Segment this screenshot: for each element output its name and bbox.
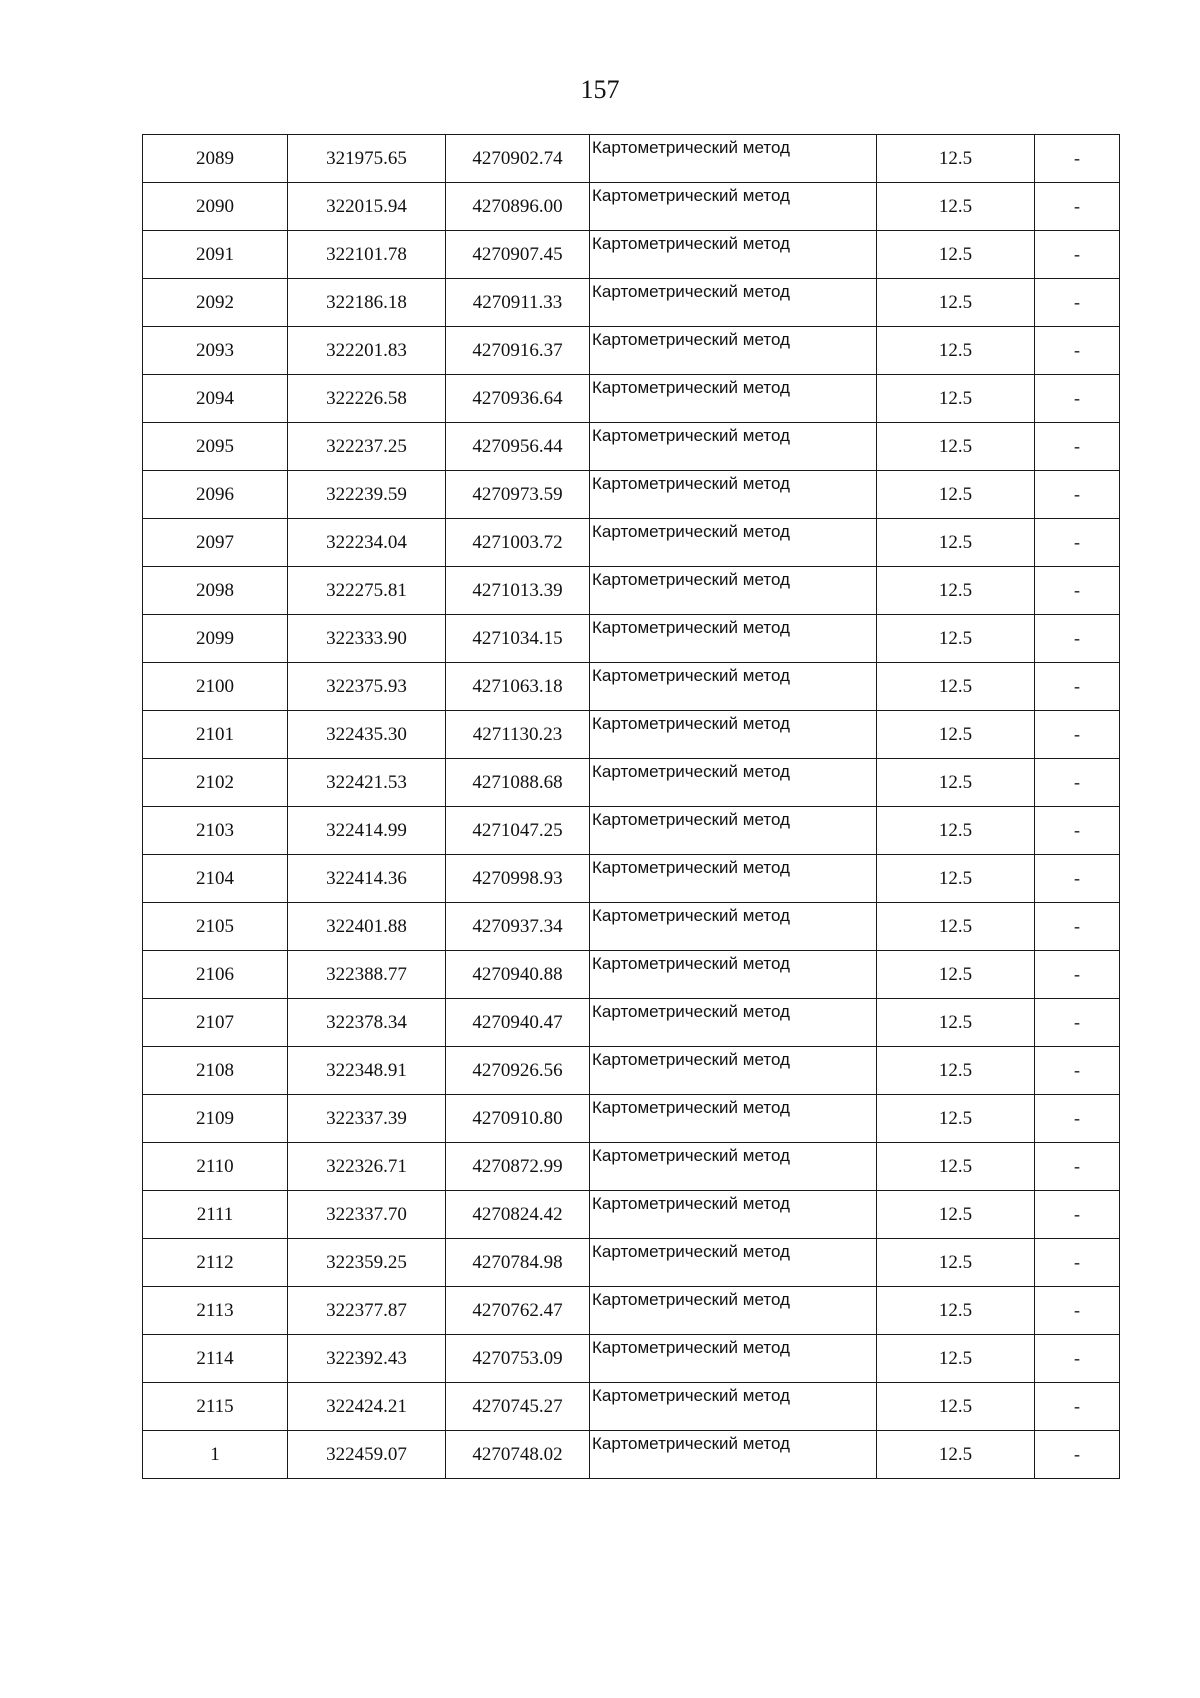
table-row <box>143 1143 1120 1191</box>
precision-cell: 12.5 <box>877 135 1035 183</box>
x-coordinate-cell: 322421.53 <box>288 759 446 807</box>
y-coordinate-cell: 4270911.33 <box>446 279 590 327</box>
x-coordinate-cell: 322414.99 <box>288 807 446 855</box>
method-cell: Картометрический метод <box>590 567 877 615</box>
note-cell: - <box>1035 903 1120 951</box>
point-number-cell: 2091 <box>143 231 288 279</box>
precision-cell: 12.5 <box>877 663 1035 711</box>
point-number-cell: 2093 <box>143 327 288 375</box>
y-coordinate-cell: 4270902.74 <box>446 135 590 183</box>
y-coordinate-cell: 4270973.59 <box>446 471 590 519</box>
point-number-cell: 2096 <box>143 471 288 519</box>
y-coordinate-cell: 4270784.98 <box>446 1239 590 1287</box>
y-coordinate-cell: 4270824.42 <box>446 1191 590 1239</box>
x-coordinate-cell: 322015.94 <box>288 183 446 231</box>
precision-cell: 12.5 <box>877 567 1035 615</box>
x-coordinate-cell: 322392.43 <box>288 1335 446 1383</box>
x-coordinate-cell: 322226.58 <box>288 375 446 423</box>
y-coordinate-cell: 4270753.09 <box>446 1335 590 1383</box>
method-cell: Картометрический метод <box>590 951 877 999</box>
table-row <box>143 903 1120 951</box>
y-coordinate-cell: 4270940.47 <box>446 999 590 1047</box>
x-coordinate-cell: 322435.30 <box>288 711 446 759</box>
y-coordinate-cell: 4270998.93 <box>446 855 590 903</box>
note-cell: - <box>1035 567 1120 615</box>
precision-cell: 12.5 <box>877 231 1035 279</box>
note-cell: - <box>1035 1191 1120 1239</box>
note-cell: - <box>1035 1287 1120 1335</box>
precision-cell: 12.5 <box>877 1287 1035 1335</box>
table-row <box>143 1335 1120 1383</box>
point-number-cell: 2099 <box>143 615 288 663</box>
precision-cell: 12.5 <box>877 1431 1035 1479</box>
point-number-cell: 1 <box>143 1431 288 1479</box>
y-coordinate-cell: 4271013.39 <box>446 567 590 615</box>
x-coordinate-cell: 322388.77 <box>288 951 446 999</box>
point-number-cell: 2098 <box>143 567 288 615</box>
y-coordinate-cell: 4270907.45 <box>446 231 590 279</box>
x-coordinate-cell: 322201.83 <box>288 327 446 375</box>
note-cell: - <box>1035 183 1120 231</box>
point-number-cell: 2100 <box>143 663 288 711</box>
table-row <box>143 807 1120 855</box>
precision-cell: 12.5 <box>877 1383 1035 1431</box>
x-coordinate-cell: 322378.34 <box>288 999 446 1047</box>
method-cell: Картометрический метод <box>590 423 877 471</box>
x-coordinate-cell: 322377.87 <box>288 1287 446 1335</box>
method-cell: Картометрический метод <box>590 183 877 231</box>
y-coordinate-cell: 4270916.37 <box>446 327 590 375</box>
table-row <box>143 423 1120 471</box>
method-cell: Картометрический метод <box>590 1239 877 1287</box>
note-cell: - <box>1035 471 1120 519</box>
precision-cell: 12.5 <box>877 855 1035 903</box>
table-row <box>143 999 1120 1047</box>
precision-cell: 12.5 <box>877 1143 1035 1191</box>
y-coordinate-cell: 4270956.44 <box>446 423 590 471</box>
precision-cell: 12.5 <box>877 999 1035 1047</box>
table-row <box>143 951 1120 999</box>
method-cell: Картометрический метод <box>590 855 877 903</box>
y-coordinate-cell: 4271130.23 <box>446 711 590 759</box>
y-coordinate-cell: 4270936.64 <box>446 375 590 423</box>
point-number-cell: 2103 <box>143 807 288 855</box>
note-cell: - <box>1035 951 1120 999</box>
method-cell: Картометрический метод <box>590 1287 877 1335</box>
method-cell: Картометрический метод <box>590 375 877 423</box>
y-coordinate-cell: 4270910.80 <box>446 1095 590 1143</box>
note-cell: - <box>1035 135 1120 183</box>
y-coordinate-cell: 4270748.02 <box>446 1431 590 1479</box>
table-row <box>143 711 1120 759</box>
x-coordinate-cell: 322326.71 <box>288 1143 446 1191</box>
x-coordinate-cell: 322375.93 <box>288 663 446 711</box>
table-row <box>143 1095 1120 1143</box>
x-coordinate-cell: 322359.25 <box>288 1239 446 1287</box>
method-cell: Картометрический метод <box>590 231 877 279</box>
method-cell: Картометрический метод <box>590 615 877 663</box>
method-cell: Картометрический метод <box>590 1431 877 1479</box>
table-row <box>143 1287 1120 1335</box>
point-number-cell: 2110 <box>143 1143 288 1191</box>
point-number-cell: 2101 <box>143 711 288 759</box>
point-number-cell: 2105 <box>143 903 288 951</box>
method-cell: Картометрический метод <box>590 471 877 519</box>
x-coordinate-cell: 322348.91 <box>288 1047 446 1095</box>
x-coordinate-cell: 322424.21 <box>288 1383 446 1431</box>
method-cell: Картометрический метод <box>590 1095 877 1143</box>
x-coordinate-cell: 322401.88 <box>288 903 446 951</box>
x-coordinate-cell: 322234.04 <box>288 519 446 567</box>
note-cell: - <box>1035 1143 1120 1191</box>
table-row <box>143 759 1120 807</box>
method-cell: Картометрический метод <box>590 1143 877 1191</box>
precision-cell: 12.5 <box>877 759 1035 807</box>
precision-cell: 12.5 <box>877 183 1035 231</box>
point-number-cell: 2115 <box>143 1383 288 1431</box>
method-cell: Картометрический метод <box>590 327 877 375</box>
y-coordinate-cell: 4270926.56 <box>446 1047 590 1095</box>
precision-cell: 12.5 <box>877 471 1035 519</box>
note-cell: - <box>1035 423 1120 471</box>
point-number-cell: 2089 <box>143 135 288 183</box>
note-cell: - <box>1035 1383 1120 1431</box>
page-number: 157 <box>580 75 620 104</box>
point-number-cell: 2111 <box>143 1191 288 1239</box>
point-number-cell: 2114 <box>143 1335 288 1383</box>
table-row <box>143 327 1120 375</box>
y-coordinate-cell: 4270872.99 <box>446 1143 590 1191</box>
coordinates-table-body <box>143 135 1120 1479</box>
x-coordinate-cell: 322239.59 <box>288 471 446 519</box>
x-coordinate-cell: 322101.78 <box>288 231 446 279</box>
note-cell: - <box>1035 615 1120 663</box>
coordinates-table <box>142 134 1120 1479</box>
method-cell: Картометрический метод <box>590 999 877 1047</box>
method-cell: Картометрический метод <box>590 1383 877 1431</box>
method-cell: Картометрический метод <box>590 807 877 855</box>
y-coordinate-cell: 4271034.15 <box>446 615 590 663</box>
method-cell: Картометрический метод <box>590 519 877 567</box>
note-cell: - <box>1035 519 1120 567</box>
y-coordinate-cell: 4270937.34 <box>446 903 590 951</box>
point-number-cell: 2097 <box>143 519 288 567</box>
precision-cell: 12.5 <box>877 903 1035 951</box>
note-cell: - <box>1035 807 1120 855</box>
table-row <box>143 231 1120 279</box>
method-cell: Картометрический метод <box>590 279 877 327</box>
note-cell: - <box>1035 1047 1120 1095</box>
table-row <box>143 1191 1120 1239</box>
table-row <box>143 519 1120 567</box>
x-coordinate-cell: 322337.39 <box>288 1095 446 1143</box>
note-cell: - <box>1035 1239 1120 1287</box>
note-cell: - <box>1035 711 1120 759</box>
method-cell: Картометрический метод <box>590 711 877 759</box>
method-cell: Картометрический метод <box>590 663 877 711</box>
table-row <box>143 615 1120 663</box>
table-row <box>143 567 1120 615</box>
precision-cell: 12.5 <box>877 279 1035 327</box>
method-cell: Картометрический метод <box>590 1335 877 1383</box>
note-cell: - <box>1035 1095 1120 1143</box>
table-row <box>143 135 1120 183</box>
table-row <box>143 1239 1120 1287</box>
method-cell: Картометрический метод <box>590 135 877 183</box>
point-number-cell: 2108 <box>143 1047 288 1095</box>
y-coordinate-cell: 4271063.18 <box>446 663 590 711</box>
precision-cell: 12.5 <box>877 1095 1035 1143</box>
precision-cell: 12.5 <box>877 1335 1035 1383</box>
point-number-cell: 2112 <box>143 1239 288 1287</box>
method-cell: Картометрический метод <box>590 903 877 951</box>
table-row <box>143 663 1120 711</box>
point-number-cell: 2104 <box>143 855 288 903</box>
note-cell: - <box>1035 759 1120 807</box>
point-number-cell: 2090 <box>143 183 288 231</box>
note-cell: - <box>1035 1431 1120 1479</box>
precision-cell: 12.5 <box>877 1047 1035 1095</box>
note-cell: - <box>1035 663 1120 711</box>
point-number-cell: 2092 <box>143 279 288 327</box>
y-coordinate-cell: 4270745.27 <box>446 1383 590 1431</box>
y-coordinate-cell: 4270940.88 <box>446 951 590 999</box>
x-coordinate-cell: 322414.36 <box>288 855 446 903</box>
precision-cell: 12.5 <box>877 423 1035 471</box>
point-number-cell: 2106 <box>143 951 288 999</box>
table-row <box>143 471 1120 519</box>
precision-cell: 12.5 <box>877 519 1035 567</box>
note-cell: - <box>1035 279 1120 327</box>
precision-cell: 12.5 <box>877 615 1035 663</box>
point-number-cell: 2094 <box>143 375 288 423</box>
table-row <box>143 1383 1120 1431</box>
table-row <box>143 1431 1120 1479</box>
note-cell: - <box>1035 327 1120 375</box>
x-coordinate-cell: 321975.65 <box>288 135 446 183</box>
point-number-cell: 2113 <box>143 1287 288 1335</box>
x-coordinate-cell: 322275.81 <box>288 567 446 615</box>
precision-cell: 12.5 <box>877 327 1035 375</box>
note-cell: - <box>1035 855 1120 903</box>
method-cell: Картометрический метод <box>590 1191 877 1239</box>
point-number-cell: 2109 <box>143 1095 288 1143</box>
precision-cell: 12.5 <box>877 807 1035 855</box>
point-number-cell: 2107 <box>143 999 288 1047</box>
point-number-cell: 2095 <box>143 423 288 471</box>
y-coordinate-cell: 4270762.47 <box>446 1287 590 1335</box>
x-coordinate-cell: 322237.25 <box>288 423 446 471</box>
table-row <box>143 1047 1120 1095</box>
precision-cell: 12.5 <box>877 1191 1035 1239</box>
table-row <box>143 279 1120 327</box>
note-cell: - <box>1035 1335 1120 1383</box>
note-cell: - <box>1035 231 1120 279</box>
table-row <box>143 375 1120 423</box>
y-coordinate-cell: 4270896.00 <box>446 183 590 231</box>
x-coordinate-cell: 322333.90 <box>288 615 446 663</box>
table-row <box>143 183 1120 231</box>
note-cell: - <box>1035 999 1120 1047</box>
x-coordinate-cell: 322337.70 <box>288 1191 446 1239</box>
y-coordinate-cell: 4271088.68 <box>446 759 590 807</box>
point-number-cell: 2102 <box>143 759 288 807</box>
y-coordinate-cell: 4271047.25 <box>446 807 590 855</box>
precision-cell: 12.5 <box>877 1239 1035 1287</box>
y-coordinate-cell: 4271003.72 <box>446 519 590 567</box>
precision-cell: 12.5 <box>877 951 1035 999</box>
method-cell: Картометрический метод <box>590 759 877 807</box>
precision-cell: 12.5 <box>877 711 1035 759</box>
method-cell: Картометрический метод <box>590 1047 877 1095</box>
precision-cell: 12.5 <box>877 375 1035 423</box>
note-cell: - <box>1035 375 1120 423</box>
table-row <box>143 855 1120 903</box>
x-coordinate-cell: 322459.07 <box>288 1431 446 1479</box>
x-coordinate-cell: 322186.18 <box>288 279 446 327</box>
